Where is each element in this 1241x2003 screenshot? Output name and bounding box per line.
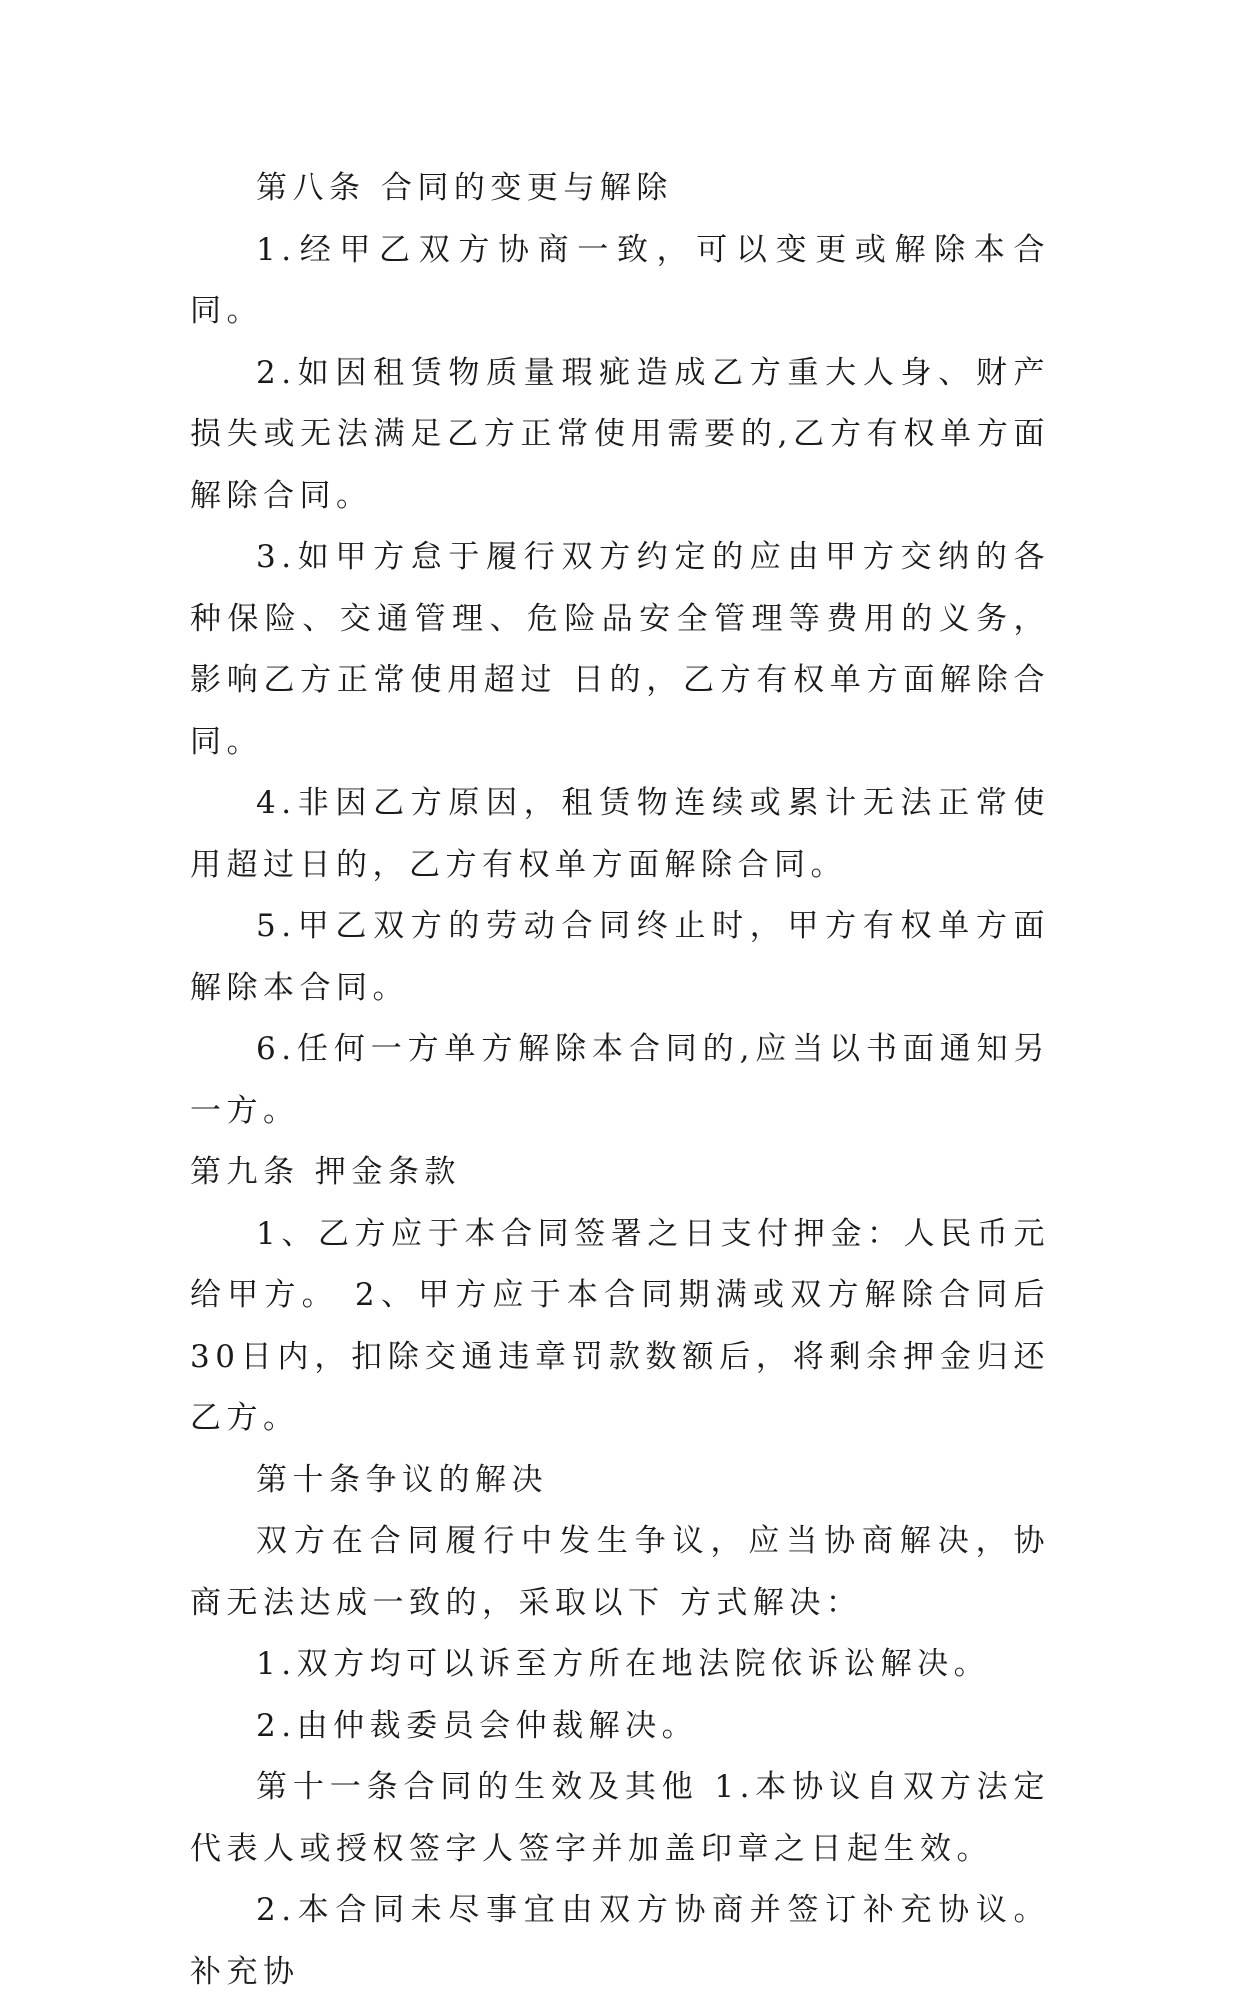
paragraph-10-intro: 双方在合同履行中发生争议，应当协商解决，协商无法达成一致的，采取以下 方式解决： xyxy=(190,1523,1050,1621)
paragraph-article-11: 第十一条合同的生效及其他 1.本协议自双方法定代表人或授权签字人签字并加盖印章之日起生效。 xyxy=(190,1769,1050,1867)
paragraph-11-2: 2.本合同未尽事宜由双方协商并签订补充协议。补充协 xyxy=(190,1892,1050,1990)
paragraph-8-5: 5.甲乙双方的劳动合同终止时，甲方有权单方面解除本合同。 xyxy=(190,908,1050,1006)
paragraph-10-2: 2.由仲裁委员会仲裁解决。 xyxy=(256,1707,699,1744)
paragraph-10-1: 1.双方均可以诉至方所在地法院依诉讼解决。 xyxy=(256,1646,991,1682)
paragraph-8-6: 6.任何一方单方解除本合同的,应当以书面通知另一方。 xyxy=(190,1031,1050,1129)
paragraph-8-1: 1.经甲乙双方协商一致，可以变更或解除本合同。 xyxy=(190,231,1050,329)
paragraph-article-10-heading: 第十条争议的解决 xyxy=(256,1461,548,1498)
document-body xyxy=(190,158,1050,2003)
paragraph-8-3: 3.如甲方怠于履行双方约定的应由甲方交纳的各种保险、交通管理、危险品安全管理等费用的义务，影响乙方正常使用超过 日的，乙方有权单方面解除合同。 xyxy=(190,539,1050,760)
paragraph-article-8-heading: 第八条 合同的变更与解除 xyxy=(256,170,673,206)
paragraph-article-9-heading: 第九条 押金条款 xyxy=(190,1154,461,1190)
paragraph-8-2: 2.如因租赁物质量瑕疵造成乙方重大人身、财产损失或无法满足乙方正常使用需要的,乙方有权单方面解除合同。 xyxy=(190,354,1050,514)
paragraph-8-4: 4.非因乙方原因，租赁物连续或累计无法正常使用超过日的，乙方有权单方面解除合同。 xyxy=(190,785,1050,883)
paragraph-9-deposit: 1、乙方应于本合同签署之日支付押金：人民币元给甲方。 2、甲方应于本合同期满或双方解除合同后30日内，扣除交通违章罚款数额后，将剩余押金归还乙方。 xyxy=(190,1215,1050,1436)
